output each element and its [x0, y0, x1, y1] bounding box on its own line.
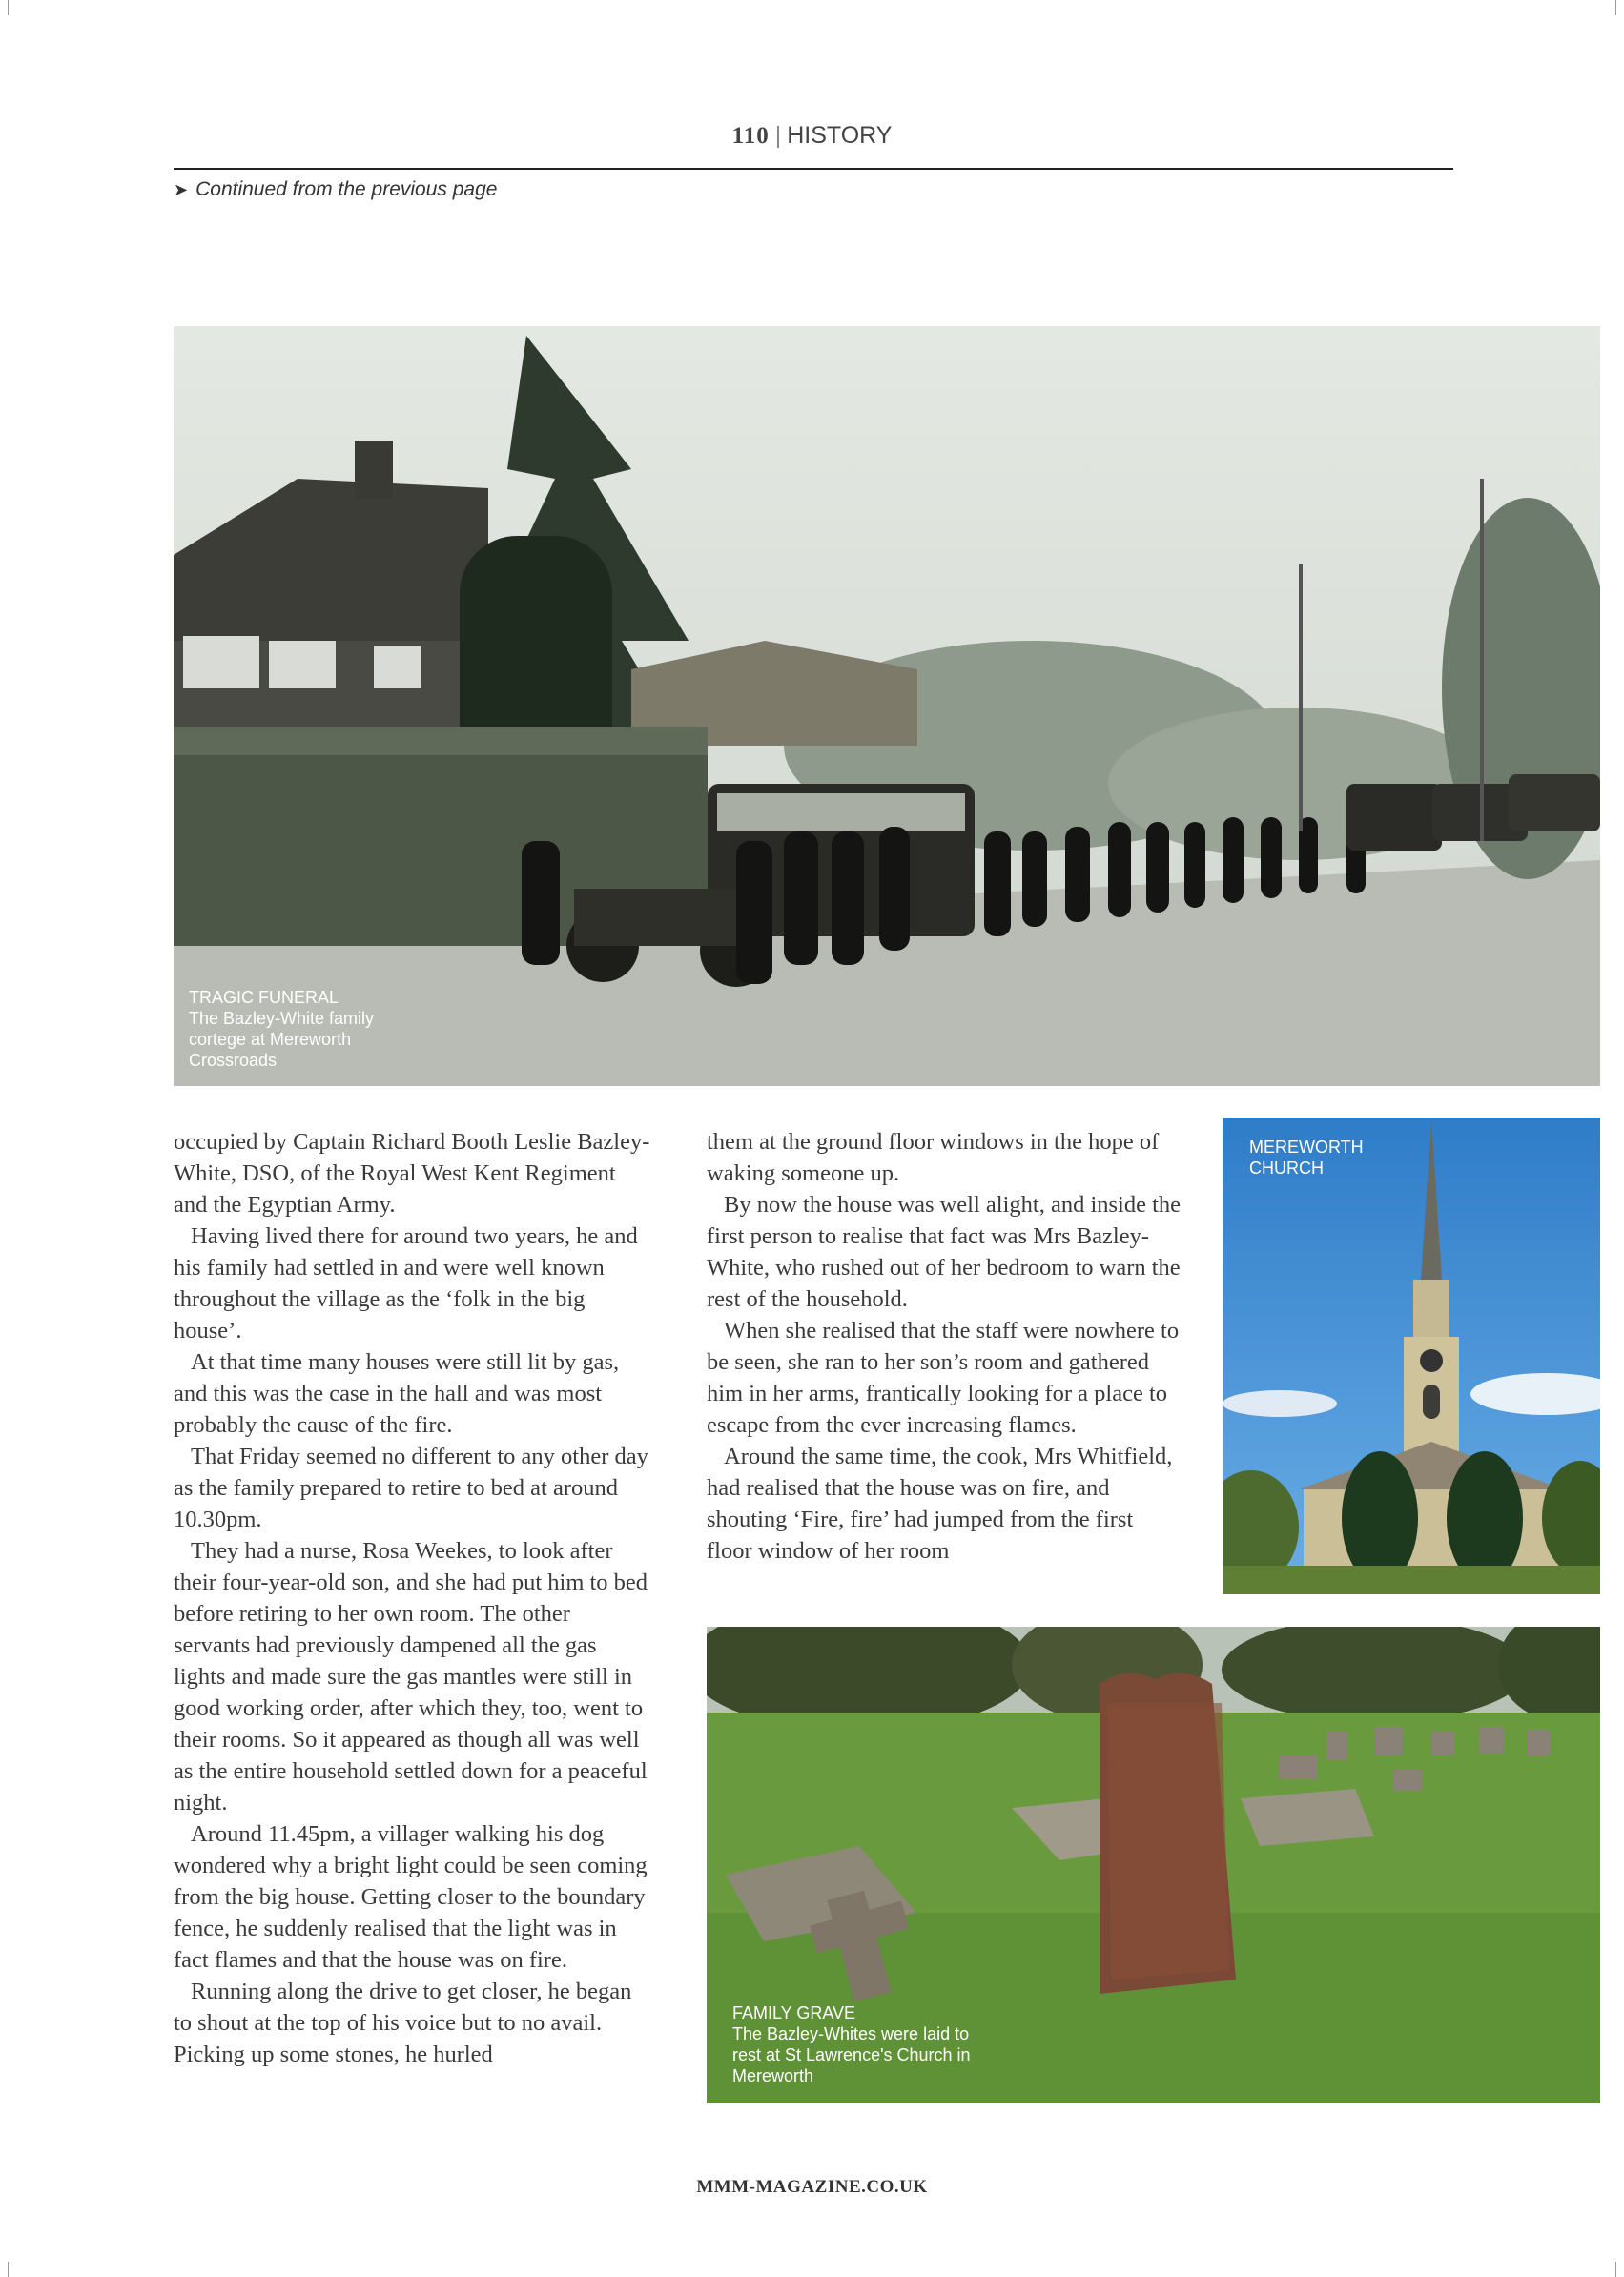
funeral-photo	[174, 326, 1600, 1086]
header-separator: |	[774, 122, 782, 149]
arrow-icon: ➤	[174, 180, 189, 199]
paragraph: When she realised that the staff were nowhere to be seen, she ran to her son’s room and gathered him in her arms, frantically looking for a place to escape from the ever increasing flames.	[707, 1318, 1180, 1438]
church-caption-title-2: CHURCH	[1249, 1159, 1324, 1178]
page-header	[0, 122, 1624, 150]
paragraph: They had a nurse, Rosa Weekes, to look after their four-year-old son, and she had put him to bed before retiring to her own room. The other servants had previously dampened all the gas lights and made sure the gas mantles were still in good working order, after which they, too, went to their rooms. So it appeared as though all was well as the entire household settled down for a peaceful night.	[174, 1538, 648, 1815]
paragraph: Around the same time, the cook, Mrs Whitfield, had realised that the house was on fire, and shouting ‘Fire, fire’ had jumped from the first floor window of her room	[707, 1444, 1173, 1564]
footer-url: MMM-MAGAZINE.CO.UK	[696, 2177, 928, 2197]
article-column-1	[174, 1126, 650, 2070]
paragraph: Having lived there for around two years, he and his family had settled in and were well known throughout the village as the ‘folk in the big house’.	[174, 1223, 638, 1344]
church-photo	[1223, 1118, 1600, 1594]
section-title: HISTORY	[787, 122, 893, 149]
funeral-caption	[189, 987, 408, 1071]
crop-mark	[8, 2262, 9, 2277]
paragraph: That Friday seemed no different to any other day as the family prepared to retire to bed at around 10.30pm.	[174, 1444, 648, 1532]
article-column-2	[707, 1126, 1183, 1567]
crop-mark	[1615, 0, 1616, 15]
grave-photo	[707, 1627, 1600, 2103]
crop-mark	[8, 0, 9, 15]
church-caption	[1249, 1137, 1402, 1179]
grave-caption-title: FAMILY GRAVE	[732, 2003, 856, 2022]
header-rule	[174, 168, 1453, 170]
grave-caption-body: The Bazley-Whites were laid to rest at St Lawrence's Church in Mereworth	[732, 2024, 971, 2085]
crop-mark	[1615, 2262, 1616, 2277]
funeral-caption-body: The Bazley-White family cortege at Mereworth Crossroads	[189, 1009, 375, 1070]
continued-text: Continued from the previous page	[195, 178, 498, 200]
continued-note	[174, 178, 497, 201]
paragraph: Running along the drive to get closer, he began to shout at the top of his voice but to no avail. Picking up some stones, he hurled	[174, 1979, 632, 2067]
funeral-photo-image	[174, 326, 1600, 1086]
paragraph: By now the house was well alight, and inside the first person to realise that fact was Mrs Bazley-White, who rushed out of her bedroom to warn the rest of the household.	[707, 1192, 1182, 1312]
paragraph: them at the ground floor windows in the hope of waking someone up.	[707, 1129, 1160, 1186]
funeral-caption-title: TRAGIC FUNERAL	[189, 988, 339, 1007]
church-photo-image	[1223, 1118, 1600, 1594]
paragraph: Around 11.45pm, a villager walking his dog wondered why a bright light could be seen coming from the big house. Getting closer to the boundary fence, he suddenly realised that the light was in fact flames and that the house was on fire.	[174, 1821, 648, 1973]
paragraph: occupied by Captain Richard Booth Leslie Bazley-White, DSO, of the Royal West Kent Regiment and the Egyptian Army.	[174, 1129, 650, 1218]
grave-caption	[732, 2002, 980, 2086]
church-caption-title: MEREWORTH	[1249, 1138, 1364, 1157]
paragraph: At that time many houses were still lit by gas, and this was the case in the hall and was most probably the cause of the fire.	[174, 1349, 620, 1438]
page-number: 110	[731, 123, 770, 149]
